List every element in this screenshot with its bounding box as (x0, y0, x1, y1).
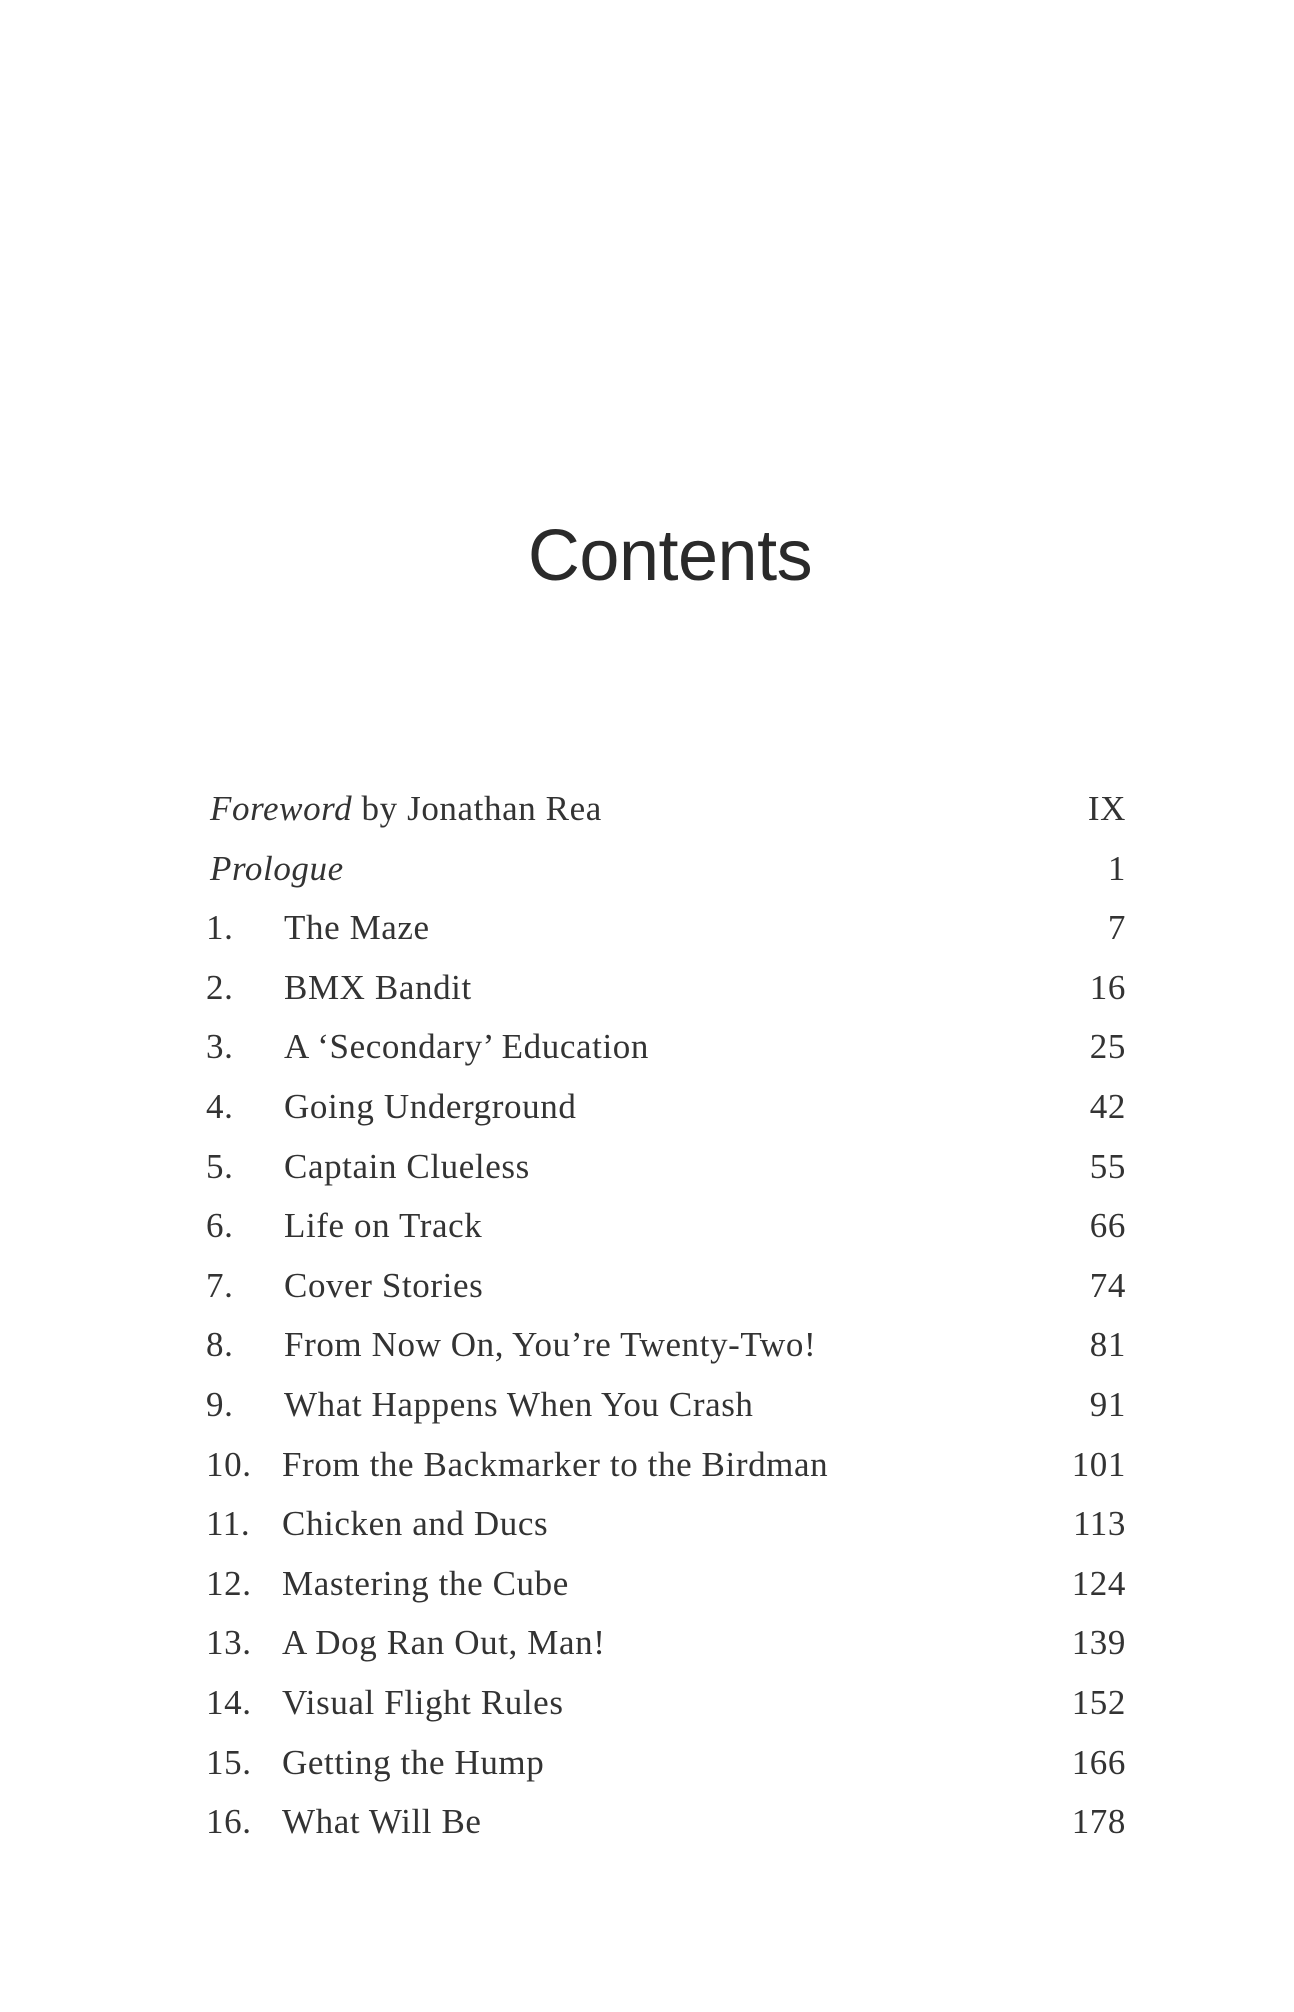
toc-entry-number: 6. (206, 1206, 234, 1246)
toc-entry-page: 139 (1071, 1623, 1126, 1663)
toc-entry-label: The Maze (284, 908, 430, 948)
toc-entry-page: 124 (1071, 1563, 1126, 1603)
toc-entry-prologue[interactable] (0, 839, 1294, 899)
toc-entry-label: A Dog Ran Out, Man! (282, 1623, 606, 1663)
toc-entry-chapter-6[interactable] (0, 1196, 1294, 1256)
toc-entry-chapter-15[interactable] (0, 1733, 1294, 1793)
toc-entry-page: 81 (1089, 1325, 1126, 1365)
toc-entry-number: 5. (206, 1146, 234, 1186)
toc-entry-page: 42 (1089, 1086, 1126, 1126)
toc-entry-chapter-3[interactable] (0, 1017, 1294, 1077)
toc-entry-chapter-5[interactable] (0, 1137, 1294, 1197)
toc-entry-chapter-9[interactable] (0, 1375, 1294, 1435)
toc-entry-number: 16. (206, 1802, 252, 1842)
toc-entry-label-text: by Jonathan Rea (352, 789, 602, 828)
toc-entry-number: 1. (206, 908, 234, 948)
toc-entry-label-italic: Foreword (210, 789, 353, 828)
toc-entry-label (210, 839, 344, 899)
page-title: Contents (527, 516, 813, 596)
toc-entry-label: From the Backmarker to the Birdman (282, 1444, 829, 1484)
toc-entry-label: From Now On, You’re Twenty-Two! (284, 1325, 817, 1365)
toc-entry-number: 12. (206, 1563, 252, 1603)
toc-entry-label-italic: Prologue (210, 848, 344, 888)
toc-entry-page: 55 (1089, 1146, 1126, 1186)
toc-entry-page: 74 (1089, 1265, 1126, 1305)
toc-entry-chapter-2[interactable] (0, 958, 1294, 1018)
toc-entry-chapter-4[interactable] (0, 1077, 1294, 1137)
toc-entry-label (210, 779, 602, 839)
toc-entry-page: 91 (1089, 1384, 1126, 1424)
toc-entry-chapter-10[interactable] (0, 1435, 1294, 1495)
toc-entry-label: Visual Flight Rules (282, 1682, 564, 1722)
table-of-contents (0, 779, 1294, 1852)
toc-entry-page: 7 (1107, 908, 1126, 948)
toc-entry-chapter-14[interactable] (0, 1673, 1294, 1733)
toc-entry-label: Captain Clueless (284, 1146, 530, 1186)
toc-entry-number: 8. (206, 1325, 234, 1365)
toc-entry-page: 66 (1089, 1206, 1126, 1246)
toc-entry-label: Getting the Hump (282, 1742, 545, 1782)
toc-entry-chapter-11[interactable] (0, 1494, 1294, 1554)
toc-entry-chapter-8[interactable] (0, 1315, 1294, 1375)
toc-entry-label: Life on Track (284, 1206, 483, 1246)
toc-entry-label: What Will Be (282, 1802, 482, 1842)
toc-entry-label: BMX Bandit (284, 967, 472, 1007)
toc-entry-page: 16 (1089, 967, 1126, 1007)
toc-entry-number: 4. (206, 1086, 234, 1126)
toc-entry-foreword[interactable] (0, 779, 1294, 839)
toc-entry-number: 2. (206, 967, 234, 1007)
toc-entry-chapter-12[interactable] (0, 1554, 1294, 1614)
toc-entry-label: Cover Stories (284, 1265, 484, 1305)
toc-entry-chapter-7[interactable] (0, 1256, 1294, 1316)
toc-entry-number: 7. (206, 1265, 234, 1305)
toc-entry-chapter-13[interactable] (0, 1613, 1294, 1673)
toc-entry-number: 13. (206, 1623, 252, 1663)
toc-entry-page: 178 (1071, 1802, 1126, 1842)
toc-entry-page: 113 (1072, 1504, 1126, 1544)
toc-entry-page: 1 (1107, 848, 1126, 888)
toc-entry-label: Going Underground (284, 1086, 577, 1126)
toc-entry-page: 101 (1071, 1444, 1126, 1484)
toc-entry-page: 25 (1089, 1027, 1126, 1067)
toc-entry-number: 10. (206, 1444, 252, 1484)
toc-entry-chapter-1[interactable] (0, 898, 1294, 958)
toc-entry-number: 14. (206, 1682, 252, 1722)
toc-entry-number: 15. (206, 1742, 252, 1782)
toc-entry-label: Mastering the Cube (282, 1563, 569, 1603)
toc-entry-number: 3. (206, 1027, 234, 1067)
toc-entry-label: A ‘Secondary’ Education (284, 1027, 649, 1067)
toc-entry-label: What Happens When You Crash (284, 1384, 754, 1424)
toc-entry-number: 11. (206, 1504, 251, 1544)
toc-entry-number: 9. (206, 1384, 234, 1424)
toc-entry-chapter-16[interactable] (0, 1792, 1294, 1852)
toc-entry-label: Chicken and Ducs (282, 1504, 549, 1544)
toc-entry-page: 166 (1071, 1742, 1126, 1782)
toc-entry-page: 152 (1071, 1682, 1126, 1722)
toc-entry-page: IX (1087, 789, 1126, 828)
